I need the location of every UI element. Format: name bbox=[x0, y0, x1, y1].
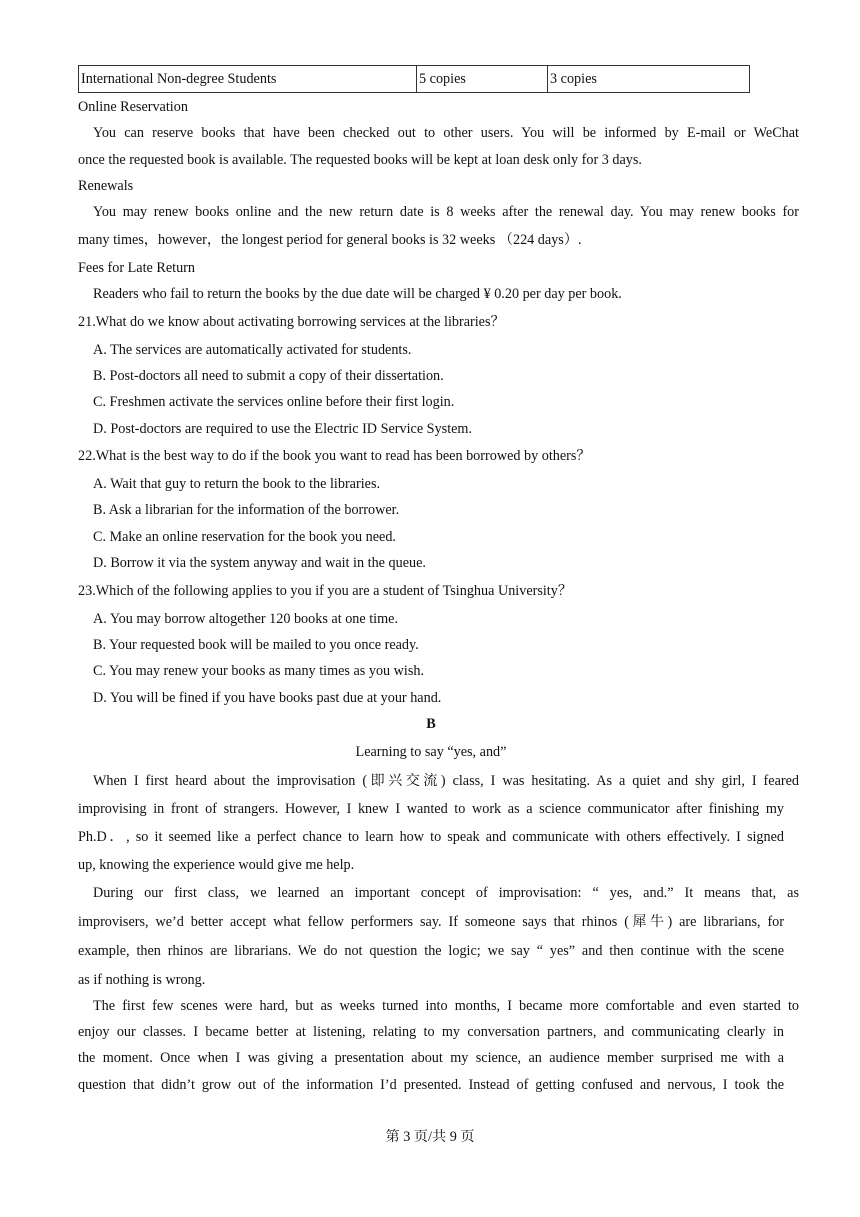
paragraph-line: enjoy our classes. I became better at listening, relating to my conversation partners, and communicating clearly in bbox=[78, 1024, 784, 1040]
paragraph-line: Ph.D．, so it seemed like a perfect chance to learn how to speak and communicate with others effectively. I signed bbox=[78, 829, 784, 845]
question-stem: 21.What do we know about activating borrowing services at the libraries？ bbox=[78, 314, 505, 330]
paragraph-line: When I first heard about the improvisation (即兴交流) class, I was hesitating. As a quiet and shy girl, I feared bbox=[93, 773, 799, 789]
answer-option: A. Wait that guy to return the book to the libraries. bbox=[93, 476, 381, 492]
paragraph-line: improvising in front of strangers. However, I knew I wanted to work as a science communicator after finishing my bbox=[78, 801, 784, 817]
paragraph-line: During our first class, we learned an important concept of improvisation: “ yes, and.” It means that, as bbox=[93, 885, 799, 901]
answer-option: C. You may renew your books as many times as you wish. bbox=[93, 663, 425, 679]
paragraph-line: the moment. Once when I was giving a presentation about my science, an audience member surprised me with a bbox=[78, 1050, 784, 1066]
table-cell-reader-type: International Non-degree Students bbox=[79, 66, 417, 93]
question-stem: 22.What is the best way to do if the book you want to read has been borrowed by others？ bbox=[78, 448, 591, 464]
paragraph-line: The first few scenes were hard, but as weeks turned into months, I became more comfortable and even started to bbox=[93, 998, 799, 1014]
section-heading-fees: Fees for Late Return bbox=[78, 260, 196, 276]
answer-option: D. You will be fined if you have books past due at your hand. bbox=[93, 690, 442, 706]
section-heading-online-reservation: Online Reservation bbox=[78, 99, 188, 115]
answer-option: B. Ask a librarian for the information of the borrower. bbox=[93, 502, 400, 518]
passage-title: Learning to say “yes, and” bbox=[355, 744, 507, 760]
paragraph-line: Readers who fail to return the books by the due date will be charged ¥ 0.20 per day per book. bbox=[93, 286, 622, 302]
paragraph-line: improvisers, we’d better accept what fellow performers say. If someone says that rhinos (犀牛) are librarians, for bbox=[78, 914, 784, 930]
answer-option: C. Freshmen activate the services online before their first login. bbox=[93, 394, 455, 410]
answer-option: A. You may borrow altogether 120 books at one time. bbox=[93, 611, 398, 627]
answer-option: B. Post-doctors all need to submit a copy of their dissertation. bbox=[93, 368, 444, 384]
answer-option: A. The services are automatically activated for students. bbox=[93, 342, 412, 358]
paragraph-line: question that didn’t grow out of the information I’d presented. Instead of getting confused and nervous, I took the bbox=[78, 1077, 784, 1093]
paragraph-line: example, then rhinos are librarians. We do not question the logic; we say “ yes” and then continue with the scene bbox=[78, 943, 784, 959]
paragraph-line: once the requested book is available. The requested books will be kept at loan desk only for 3 days. bbox=[78, 152, 642, 168]
table-row bbox=[79, 66, 750, 93]
answer-option: B. Your requested book will be mailed to you once ready. bbox=[93, 637, 419, 653]
answer-option: D. Borrow it via the system anyway and wait in the queue. bbox=[93, 555, 426, 571]
table-cell-limit-2: 3 copies bbox=[548, 66, 750, 93]
paragraph-line: You can reserve books that have been checked out to other users. You will be informed by E-mail or WeChat bbox=[93, 125, 799, 141]
answer-option: C. Make an online reservation for the book you need. bbox=[93, 529, 396, 545]
paragraph-line: up, knowing the experience would give me help. bbox=[78, 857, 355, 873]
answer-option: D. Post-doctors are required to use the Electric ID Service System. bbox=[93, 421, 473, 437]
paragraph-line: You may renew books online and the new return date is 8 weeks after the renewal day. You may renew books for bbox=[93, 204, 799, 220]
loan-limit-table bbox=[78, 65, 750, 93]
paragraph-line: many times，however，the longest period for general books is 32 weeks （224 days）. bbox=[78, 232, 582, 248]
section-heading-renewals: Renewals bbox=[78, 178, 134, 194]
page-footer: 第 3 页/共 9 页 bbox=[385, 1129, 475, 1145]
table-cell-limit-1: 5 copies bbox=[417, 66, 548, 93]
passage-label: B bbox=[426, 716, 436, 732]
paragraph-line: as if nothing is wrong. bbox=[78, 972, 206, 988]
question-stem: 23.Which of the following applies to you if you are a student of Tsinghua University？ bbox=[78, 583, 573, 599]
